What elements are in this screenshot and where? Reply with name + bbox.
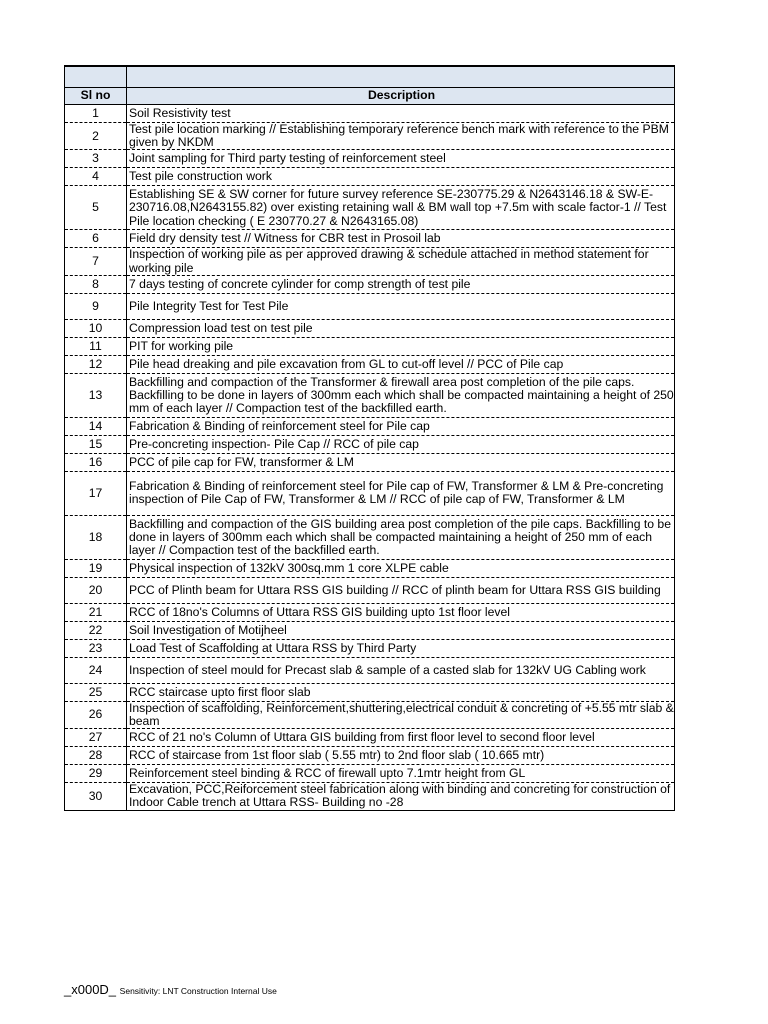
table-row bbox=[65, 729, 675, 747]
description-cell: Establishing SE & SW corner for future survey reference SE-230775.29 & N2643146.18 & SW-E-230716.08,N2643155.82) over existing retaining wall & BM wall top +7.5m with scale factor-1 // Test Pile location checking ( E 230770.27 & N2643165.08) bbox=[127, 186, 675, 230]
sl-no-cell: 17 bbox=[65, 471, 127, 515]
description-cell: Physical inspection of 132kV 300sq.mm 1 core XLPE cable bbox=[127, 559, 675, 577]
description-cell: Field dry density test // Witness for CBR test in Prosoil lab bbox=[127, 230, 675, 248]
table-row bbox=[65, 275, 675, 293]
table-row bbox=[65, 435, 675, 453]
table-row bbox=[65, 230, 675, 248]
description-cell: Test pile location marking // Establishing temporary reference bench mark with reference to the PBM given by NKDM bbox=[127, 123, 675, 150]
table-row bbox=[65, 417, 675, 435]
sl-no-cell: 2 bbox=[65, 123, 127, 150]
table-title-row bbox=[65, 66, 675, 88]
sl-no-cell: 22 bbox=[65, 621, 127, 639]
header-sl-no: Sl no bbox=[65, 88, 127, 105]
footer-code: _x000D_ bbox=[64, 982, 117, 997]
table-header-row bbox=[65, 88, 675, 105]
description-cell: Inspection of working pile as per approved drawing & schedule attached in method statement for working pile bbox=[127, 248, 675, 275]
description-cell: Pile Integrity Test for Test Pile bbox=[127, 293, 675, 319]
description-cell: Joint sampling for Third party testing of reinforcement steel bbox=[127, 150, 675, 168]
description-cell: PCC of pile cap for FW, transformer & LM bbox=[127, 453, 675, 471]
table-row bbox=[65, 186, 675, 230]
description-cell: RCC of staircase from 1st floor slab ( 5.55 mtr) to 2nd floor slab ( 10.665 mtr) bbox=[127, 747, 675, 765]
description-cell: Soil Investigation of Motijheel bbox=[127, 621, 675, 639]
sl-no-cell: 27 bbox=[65, 729, 127, 747]
table-row bbox=[65, 168, 675, 186]
sl-no-cell: 12 bbox=[65, 355, 127, 373]
sl-no-cell: 13 bbox=[65, 373, 127, 417]
activity-table-body bbox=[65, 66, 675, 810]
table-row bbox=[65, 150, 675, 168]
description-cell: PCC of Plinth beam for Uttara RSS GIS building // RCC of plinth beam for Uttara RSS GIS building bbox=[127, 577, 675, 603]
description-cell: Inspection of steel mould for Precast slab & sample of a casted slab for 132kV UG Cabling work bbox=[127, 657, 675, 683]
description-cell: Pile head dreaking and pile excavation from GL to cut-off level // PCC of Pile cap bbox=[127, 355, 675, 373]
page-footer bbox=[64, 982, 277, 997]
sl-no-cell: 5 bbox=[65, 186, 127, 230]
header-description: Description bbox=[127, 88, 675, 105]
description-cell: Reinforcement steel binding & RCC of firewall upto 7.1mtr height from GL bbox=[127, 765, 675, 783]
description-cell: Pre-concreting inspection- Pile Cap // RCC of pile cap bbox=[127, 435, 675, 453]
table-row bbox=[65, 337, 675, 355]
sl-no-cell: 24 bbox=[65, 657, 127, 683]
table-row bbox=[65, 248, 675, 275]
sl-no-cell: 3 bbox=[65, 150, 127, 168]
sl-no-cell: 21 bbox=[65, 603, 127, 621]
table-row bbox=[65, 603, 675, 621]
title-cell-description bbox=[127, 66, 675, 88]
table-row bbox=[65, 105, 675, 123]
table-row bbox=[65, 701, 675, 728]
sl-no-cell: 26 bbox=[65, 701, 127, 728]
table-row bbox=[65, 657, 675, 683]
sl-no-cell: 9 bbox=[65, 293, 127, 319]
sl-no-cell: 29 bbox=[65, 765, 127, 783]
sl-no-cell: 10 bbox=[65, 319, 127, 337]
sl-no-cell: 28 bbox=[65, 747, 127, 765]
description-cell: 7 days testing of concrete cylinder for comp strength of test pile bbox=[127, 275, 675, 293]
description-cell: Compression load test on test pile bbox=[127, 319, 675, 337]
table-row bbox=[65, 319, 675, 337]
sl-no-cell: 25 bbox=[65, 683, 127, 701]
sl-no-cell: 20 bbox=[65, 577, 127, 603]
sl-no-cell: 7 bbox=[65, 248, 127, 275]
description-cell: Soil Resistivity test bbox=[127, 105, 675, 123]
table-row bbox=[65, 747, 675, 765]
description-cell: PIT for working pile bbox=[127, 337, 675, 355]
table-row bbox=[65, 123, 675, 150]
description-cell: RCC of 18no's Columns of Uttara RSS GIS building upto 1st floor level bbox=[127, 603, 675, 621]
table-row bbox=[65, 765, 675, 783]
table-row bbox=[65, 683, 675, 701]
activity-table bbox=[64, 65, 675, 811]
table-row bbox=[65, 293, 675, 319]
sl-no-cell: 30 bbox=[65, 783, 127, 810]
table-row bbox=[65, 373, 675, 417]
table-row bbox=[65, 355, 675, 373]
sl-no-cell: 19 bbox=[65, 559, 127, 577]
sl-no-cell: 15 bbox=[65, 435, 127, 453]
sl-no-cell: 4 bbox=[65, 168, 127, 186]
sl-no-cell: 23 bbox=[65, 639, 127, 657]
description-cell: Fabrication & Binding of reinforcement steel for Pile cap of FW, Transformer & LM & Pre-concreting inspection of Pile Cap of FW, Transformer & LM // RCC of pile cap of FW, Transformer & LM bbox=[127, 471, 675, 515]
sl-no-cell: 16 bbox=[65, 453, 127, 471]
sensitivity-label: Sensitivity: LNT Construction Internal Use bbox=[119, 986, 277, 996]
sl-no-cell: 6 bbox=[65, 230, 127, 248]
table-row bbox=[65, 559, 675, 577]
table-row bbox=[65, 639, 675, 657]
table-row bbox=[65, 453, 675, 471]
table-row bbox=[65, 577, 675, 603]
description-cell: Backfilling and compaction of the GIS building area post completion of the pile caps. Backfilling to be done in layers of 300mm each which shall be compacted maintaining a height of 250 mm of each layer // Compaction test of the backfilled earth. bbox=[127, 515, 675, 559]
description-cell: Load Test of Scaffolding at Uttara RSS by Third Party bbox=[127, 639, 675, 657]
description-cell: Excavation, PCC,Reiforcement steel fabrication along with binding and concreting for construction of Indoor Cable trench at Uttara RSS- Building no -28 bbox=[127, 783, 675, 810]
sl-no-cell: 18 bbox=[65, 515, 127, 559]
description-cell: Inspection of scaffolding, Reinforcement,shuttering,electrical conduit & concreting of +5.55 mtr slab & beam bbox=[127, 701, 675, 728]
sl-no-cell: 11 bbox=[65, 337, 127, 355]
table-row bbox=[65, 471, 675, 515]
sl-no-cell: 1 bbox=[65, 105, 127, 123]
description-cell: RCC of 21 no's Column of Uttara GIS building from first floor level to second floor level bbox=[127, 729, 675, 747]
table-row bbox=[65, 621, 675, 639]
sl-no-cell: 14 bbox=[65, 417, 127, 435]
table-row bbox=[65, 783, 675, 810]
description-cell: Backfilling and compaction of the Transformer & firewall area post completion of the pile caps. Backfilling to be done in layers of 300mm each which shall be compacted maintaining a height of 250 mm of each layer // Compaction test of the backfilled earth. bbox=[127, 373, 675, 417]
description-cell: Test pile construction work bbox=[127, 168, 675, 186]
description-cell: Fabrication & Binding of reinforcement steel for Pile cap bbox=[127, 417, 675, 435]
title-cell-number bbox=[65, 66, 127, 88]
sl-no-cell: 8 bbox=[65, 275, 127, 293]
description-cell: RCC staircase upto first floor slab bbox=[127, 683, 675, 701]
table-row bbox=[65, 515, 675, 559]
